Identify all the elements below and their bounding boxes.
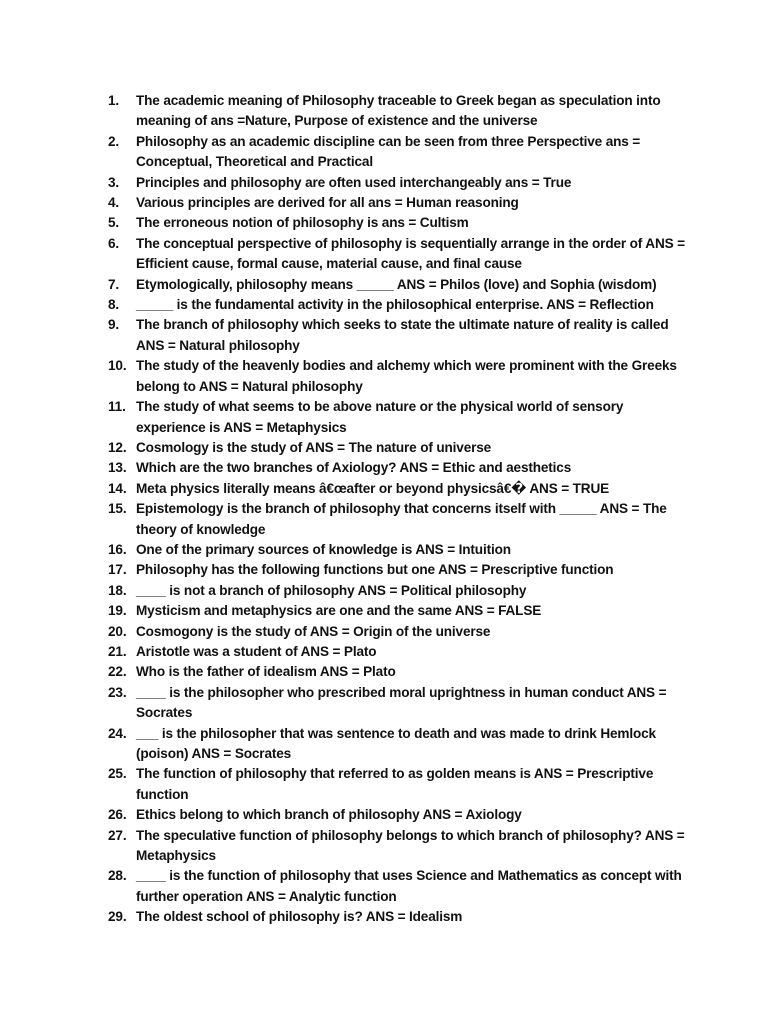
- list-item: [108, 560, 688, 580]
- item-text: Philosophy has the following functions but one ANS = Prescriptive function: [136, 562, 614, 578]
- item-text: Mysticism and metaphysics are one and the same ANS = FALSE: [136, 603, 542, 619]
- item-text: Philosophy as an academic discipline can be seen from three Perspective ans = Conceptual, Theoretical and Practical: [136, 133, 641, 170]
- item-text: ___ is the philosopher that was sentence to death and was made to drink Hemlock (poison) ANS = Socrates: [136, 725, 656, 761]
- item-number: 4.: [108, 195, 120, 211]
- list-item: [108, 683, 688, 724]
- item-number: 29.: [108, 909, 127, 925]
- list-item: [108, 724, 688, 765]
- list-item: [108, 581, 688, 601]
- item-text: ____ is the philosopher who prescribed moral uprightness in human conduct ANS = Socrates: [136, 684, 667, 721]
- item-number: 12.: [108, 439, 127, 455]
- item-text: The study of what seems to be above nature or the physical world of sensory experience is ANS = Metaphysics: [136, 399, 624, 435]
- item-number: 10.: [108, 358, 127, 374]
- item-number: 13.: [108, 460, 127, 476]
- item-text: The branch of philosophy which seeks to state the ultimate nature of reality is called ANS = Natural philosophy: [136, 317, 669, 353]
- list-item: [108, 458, 688, 478]
- list-item: [108, 662, 688, 682]
- item-number: 6.: [108, 235, 120, 251]
- item-text: Cosmogony is the study of ANS = Origin of the universe: [136, 623, 491, 639]
- item-number: 21.: [108, 643, 127, 659]
- question-list: [108, 91, 688, 928]
- item-number: 3.: [108, 174, 120, 190]
- list-item: [108, 622, 688, 642]
- list-item: [108, 642, 688, 662]
- item-text: Meta physics literally means â€œafter or beyond physicsâ€� ANS = TRUE: [136, 480, 610, 496]
- item-text: The conceptual perspective of philosophy is sequentially arrange in the order of ANS = Efficient cause, formal cause, material cause, and final cause: [136, 235, 685, 272]
- list-item: [108, 540, 688, 560]
- item-text: Who is the father of idealism ANS = Plato: [136, 664, 396, 680]
- item-number: 25.: [108, 766, 127, 782]
- item-text: The academic meaning of Philosophy traceable to Greek began as speculation into meaning of ans =Nature, Purpose of existence and the universe: [136, 93, 661, 129]
- item-number: 20.: [108, 623, 127, 639]
- item-number: 5.: [108, 215, 120, 231]
- item-text: The study of the heavenly bodies and alchemy which were prominent with the Greeks belong to ANS = Natural philosophy: [136, 358, 677, 394]
- list-item: [108, 601, 688, 621]
- item-text: The function of philosophy that referred to as golden means is ANS = Prescriptive function: [136, 766, 654, 802]
- item-text: ____ is the function of philosophy that uses Science and Mathematics as concept with further operation ANS = Analytic function: [136, 868, 682, 904]
- list-item: [108, 173, 688, 193]
- list-item: [108, 907, 688, 927]
- item-text: The speculative function of philosophy belongs to which branch of philosophy? ANS = Metaphysics: [136, 827, 685, 864]
- item-text: Which are the two branches of Axiology? ANS = Ethic and aesthetics: [136, 460, 572, 476]
- item-text: ____ is not a branch of philosophy ANS = Political philosophy: [136, 582, 527, 598]
- item-text: The oldest school of philosophy is? ANS = Idealism: [136, 909, 463, 925]
- list-item: [108, 295, 688, 315]
- list-item: [108, 397, 688, 438]
- item-text: Various principles are derived for all ans = Human reasoning: [136, 195, 519, 211]
- item-number: 28.: [108, 868, 127, 884]
- item-number: 27.: [108, 827, 127, 843]
- item-number: 7.: [108, 276, 120, 292]
- list-item: [108, 234, 688, 275]
- list-item: [108, 132, 688, 173]
- item-text: One of the primary sources of knowledge is ANS = Intuition: [136, 541, 511, 557]
- item-text: Cosmology is the study of ANS = The nature of universe: [136, 439, 492, 455]
- list-item: [108, 91, 688, 132]
- item-number: 2.: [108, 133, 120, 149]
- list-item: [108, 275, 688, 295]
- item-number: 24.: [108, 725, 127, 741]
- list-item: [108, 213, 688, 233]
- list-item: [108, 193, 688, 213]
- item-number: 8.: [108, 297, 120, 313]
- item-number: 19.: [108, 603, 127, 619]
- item-text: Aristotle was a student of ANS = Plato: [136, 643, 377, 659]
- item-text: Principles and philosophy are often used interchangeably ans = True: [136, 174, 572, 190]
- item-text: _____ is the fundamental activity in the philosophical enterprise. ANS = Reflection: [136, 297, 654, 313]
- item-number: 14.: [108, 480, 127, 496]
- item-number: 26.: [108, 807, 127, 823]
- item-number: 17.: [108, 562, 127, 578]
- list-item: [108, 499, 688, 540]
- list-item: [108, 866, 688, 907]
- list-item: [108, 826, 688, 867]
- item-number: 15.: [108, 501, 127, 517]
- list-item: [108, 438, 688, 458]
- item-number: 22.: [108, 664, 127, 680]
- item-number: 23.: [108, 684, 127, 700]
- item-number: 11.: [108, 399, 126, 415]
- item-number: 16.: [108, 541, 127, 557]
- list-item: [108, 764, 688, 805]
- item-number: 9.: [108, 317, 120, 333]
- list-item: [108, 356, 688, 397]
- item-number: 1.: [108, 93, 120, 108]
- item-text: Ethics belong to which branch of philosophy ANS = Axiology: [136, 807, 522, 823]
- item-text: Epistemology is the branch of philosophy that concerns itself with _____ ANS = The theory of knowledge: [136, 501, 667, 537]
- item-number: 18.: [108, 582, 127, 598]
- item-text: Etymologically, philosophy means _____ ANS = Philos (love) and Sophia (wisdom): [136, 276, 657, 292]
- list-item: [108, 479, 688, 499]
- list-item: [108, 805, 688, 825]
- list-item: [108, 315, 688, 356]
- item-text: The erroneous notion of philosophy is ans = Cultism: [136, 215, 469, 231]
